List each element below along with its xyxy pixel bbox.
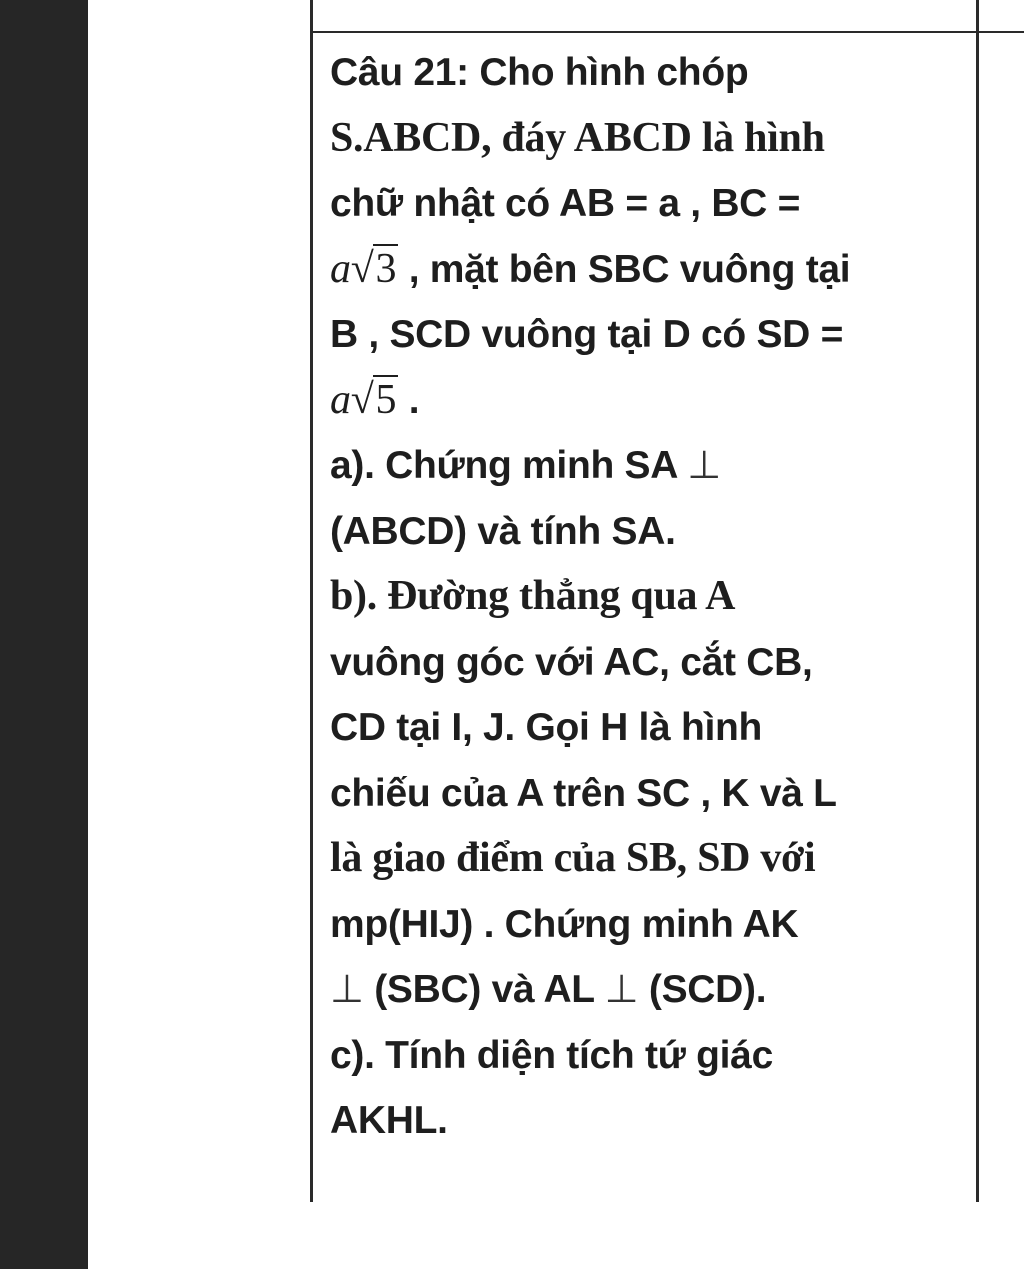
part-b-line-3: CD tại I, J. Gọi H là hình bbox=[330, 706, 763, 749]
question-line-2: S.ABCD, đáy ABCD là hình bbox=[330, 114, 825, 161]
perpendicular-symbol: ⊥ bbox=[604, 968, 639, 1011]
radicand: 3 bbox=[375, 245, 397, 292]
part-b-line-1: b). Đường thẳng qua A bbox=[330, 573, 736, 619]
math-a-sqrt3 bbox=[330, 244, 398, 292]
radicand: 5 bbox=[375, 376, 397, 423]
question-line-3: chữ nhật có AB = a , BC = bbox=[330, 182, 801, 225]
math-variable: a bbox=[330, 245, 351, 292]
radical-sign: √ bbox=[350, 245, 374, 292]
question-line-6 bbox=[330, 368, 970, 434]
part-b-line-4: chiếu của A trên SC , K và L bbox=[330, 771, 837, 815]
part-a-line-1 bbox=[330, 433, 970, 499]
part-b-line-6: mp(HIJ) . Chứng minh AK bbox=[330, 902, 799, 946]
radical-sign: √ bbox=[350, 376, 374, 423]
question-line-5: B , SCD vuông tại D có SD = bbox=[330, 313, 844, 356]
part-c-line-2: AKHL. bbox=[330, 1099, 448, 1142]
question-cell bbox=[330, 40, 970, 1154]
math-a-sqrt5 bbox=[330, 375, 398, 423]
part-b-line-5: là giao điểm của SB, SD với bbox=[330, 835, 816, 881]
question-line-4 bbox=[330, 237, 970, 303]
part-b-line-2: vuông góc với AC, cắt CB, bbox=[330, 640, 813, 684]
part-b-line-7-end: (SCD). bbox=[638, 968, 767, 1011]
part-b-line-7-mid: (SBC) và AL bbox=[363, 968, 605, 1011]
part-a-label: a). Chứng minh SA bbox=[330, 444, 688, 487]
table-row-divider bbox=[310, 31, 1024, 33]
part-b-line-7 bbox=[330, 957, 970, 1023]
part-c-line-1: c). Tính diện tích tứ giác bbox=[330, 1033, 773, 1077]
perpendicular-symbol: ⊥ bbox=[330, 968, 364, 1011]
question-line-4-text: , mặt bên SBC vuông tại bbox=[398, 247, 851, 291]
perpendicular-symbol: ⊥ bbox=[687, 444, 721, 487]
table-right-border bbox=[976, 0, 979, 1202]
table-left-border bbox=[310, 0, 313, 1202]
part-a-line-2: (ABCD) và tính SA. bbox=[330, 509, 676, 553]
math-variable: a bbox=[330, 376, 351, 423]
question-line-1: Câu 21: Cho hình chóp bbox=[330, 51, 749, 94]
question-line-6-text: . bbox=[398, 378, 420, 422]
